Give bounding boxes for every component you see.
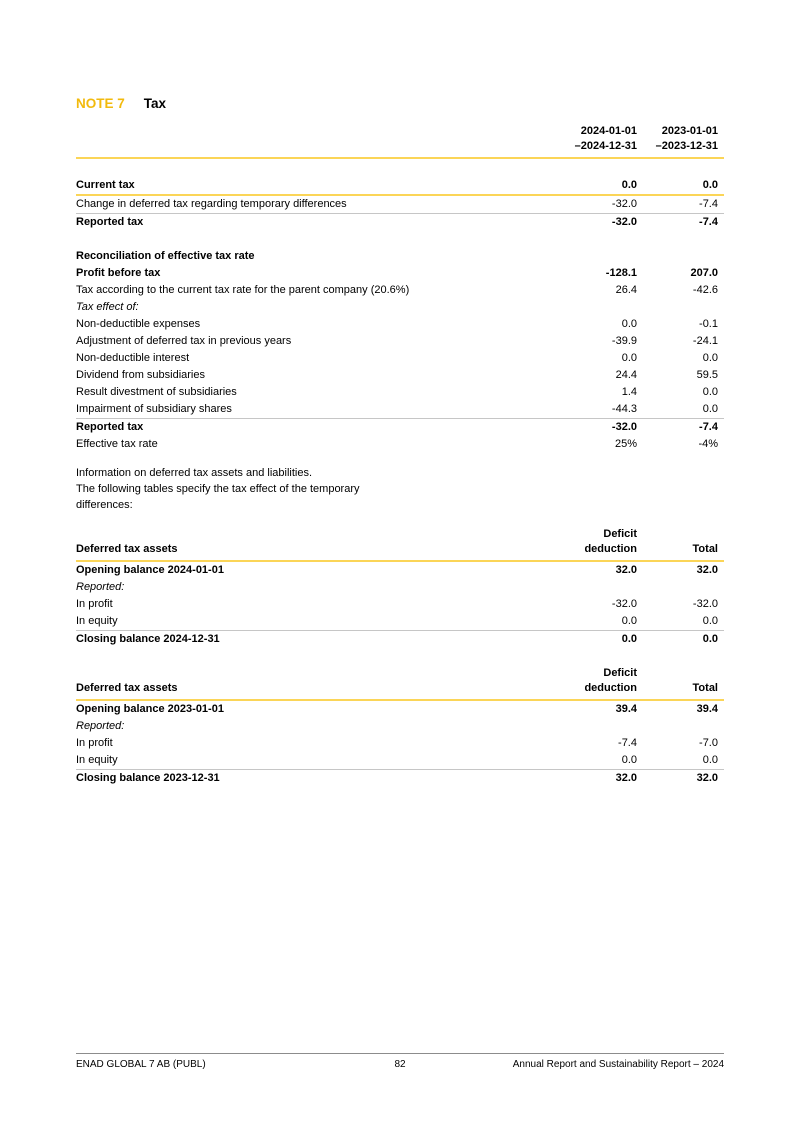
table-row — [76, 265, 724, 282]
row-value-col1: -32.0 — [611, 598, 637, 610]
table-row — [76, 596, 724, 613]
table-row — [76, 701, 724, 718]
table-row — [76, 579, 724, 596]
table-row — [76, 214, 724, 231]
row-value-col1: -32.0 — [611, 421, 637, 433]
header-label — [76, 681, 537, 696]
header-col2 — [643, 124, 724, 154]
note-number: NOTE 7 — [76, 96, 125, 111]
row-value-col1: 0.0 — [621, 352, 637, 364]
row-value-col2: 59.5 — [696, 369, 718, 381]
deferred-tax-assets-2023-table — [76, 666, 724, 787]
row-value-col1: 0.0 — [621, 179, 637, 191]
row-value-col2: -4% — [698, 438, 718, 450]
header-line: Deficit — [603, 667, 637, 679]
row-value-col1: 0.0 — [621, 633, 637, 645]
header-line: 2023-01-01 — [661, 125, 718, 137]
row-label: Reported: — [76, 720, 125, 732]
row-value-col1: -7.4 — [618, 737, 637, 749]
row-label: Effective tax rate — [76, 438, 158, 450]
row-label: Tax according to the current tax rate for the parent company (20.6%) — [76, 284, 410, 296]
header-line: 2024-01-01 — [580, 125, 637, 137]
header-label — [76, 542, 537, 557]
row-label: Current tax — [76, 179, 135, 191]
row-label: Reported tax — [76, 216, 144, 228]
row-label: Closing balance 2023-12-31 — [76, 772, 220, 784]
row-label: Result divestment of subsidiaries — [76, 386, 237, 398]
row-label: In equity — [76, 754, 118, 766]
row-label: Profit before tax — [76, 267, 161, 279]
header-col2 — [643, 681, 724, 696]
row-value-col2: -7.4 — [699, 198, 718, 210]
row-value-col1: -44.3 — [611, 403, 637, 415]
row-value-col2: 207.0 — [690, 267, 718, 279]
table-header-row — [76, 124, 724, 159]
intro-line: differences: — [76, 499, 133, 511]
row-label: Adjustment of deferred tax in previous years — [76, 335, 292, 347]
row-value-col2: -24.1 — [692, 335, 718, 347]
deferred-tax-assets-2024-table — [76, 527, 724, 648]
row-value-col2: 0.0 — [702, 615, 718, 627]
header-line: Deferred tax assets — [76, 682, 178, 694]
row-label: Tax effect of: — [76, 301, 139, 313]
row-label: Dividend from subsidiaries — [76, 369, 205, 381]
intro-paragraph — [76, 465, 724, 513]
row-value-col1: 0.0 — [621, 754, 637, 766]
row-value-col2: -7.4 — [699, 216, 718, 228]
header-line: –2024-12-31 — [574, 140, 637, 152]
row-value-col2: 0.0 — [702, 179, 718, 191]
table-row — [76, 735, 724, 752]
note-title: Tax — [143, 96, 167, 111]
row-label: Opening balance 2023-01-01 — [76, 703, 224, 715]
header-line: Total — [692, 682, 718, 694]
table-row — [76, 299, 724, 316]
row-value-col2: 0.0 — [702, 633, 718, 645]
row-value-col2: -7.4 — [699, 421, 718, 433]
row-value-col1: 0.0 — [621, 318, 637, 330]
table-header-row — [76, 666, 724, 701]
row-value-col2: 32.0 — [696, 564, 718, 576]
header-col1 — [537, 527, 643, 557]
income-tax-table — [76, 124, 724, 231]
row-value-col2: -7.0 — [699, 737, 718, 749]
row-label: Non-deductible interest — [76, 352, 190, 364]
header-col1 — [537, 666, 643, 696]
table-row — [76, 316, 724, 333]
table-row — [76, 248, 724, 265]
row-label: Reported tax — [76, 421, 144, 433]
header-line: –2023-12-31 — [655, 140, 718, 152]
row-value-col1: -32.0 — [611, 216, 637, 228]
row-label: Opening balance 2024-01-01 — [76, 564, 224, 576]
table-row — [76, 718, 724, 735]
table-row — [76, 196, 724, 214]
header-line: Deferred tax assets — [76, 543, 178, 555]
row-value-col1: 25% — [614, 438, 637, 450]
header-line: deduction — [584, 682, 637, 694]
note-heading — [76, 0, 724, 112]
row-label: In profit — [76, 598, 113, 610]
table-row — [76, 419, 724, 436]
row-label: Change in deferred tax regarding temporary differences — [76, 198, 347, 210]
footer-company-name: ENAD GLOBAL 7 AB (PUBL) — [76, 1059, 206, 1070]
header-line: Total — [692, 543, 718, 555]
table-row — [76, 282, 724, 299]
row-label: In profit — [76, 737, 113, 749]
row-value-col2: 0.0 — [702, 352, 718, 364]
row-label: Non-deductible expenses — [76, 318, 201, 330]
table-row — [76, 562, 724, 579]
table-row — [76, 177, 724, 196]
table-row — [76, 384, 724, 401]
table-row — [76, 333, 724, 350]
header-col1 — [537, 124, 643, 154]
row-value-col2: 0.0 — [702, 386, 718, 398]
row-value-col1: -32.0 — [611, 198, 637, 210]
effective-tax-rate-table — [76, 248, 724, 453]
table-row — [76, 367, 724, 384]
table-row — [76, 752, 724, 770]
row-label: In equity — [76, 615, 118, 627]
header-line: deduction — [584, 543, 637, 555]
row-label: Reconciliation of effective tax rate — [76, 250, 255, 262]
table-row — [76, 631, 724, 648]
table-row — [76, 436, 724, 453]
row-value-col2: 0.0 — [702, 754, 718, 766]
row-value-col1: 32.0 — [615, 564, 637, 576]
row-value-col1: 39.4 — [615, 703, 637, 715]
row-label: Impairment of subsidiary shares — [76, 403, 232, 415]
intro-line: Information on deferred tax assets and liabilities. — [76, 467, 313, 479]
row-value-col1: 32.0 — [615, 772, 637, 784]
row-value-col1: -128.1 — [605, 267, 637, 279]
row-value-col2: 32.0 — [696, 772, 718, 784]
row-value-col2: -0.1 — [699, 318, 718, 330]
table-header-row — [76, 527, 724, 562]
row-value-col1: -39.9 — [611, 335, 637, 347]
table-row — [76, 401, 724, 419]
header-col2 — [643, 542, 724, 557]
row-value-col1: 0.0 — [621, 615, 637, 627]
row-value-col1: 24.4 — [615, 369, 637, 381]
row-value-col1: 1.4 — [621, 386, 637, 398]
row-value-col2: 39.4 — [696, 703, 718, 715]
table-gap — [76, 159, 724, 177]
page-footer — [76, 1053, 724, 1071]
intro-line: The following tables specify the tax effect of the temporary — [76, 483, 360, 495]
table-row — [76, 350, 724, 367]
table-row — [76, 613, 724, 631]
row-value-col2: -32.0 — [692, 598, 718, 610]
page-number: 82 — [394, 1059, 406, 1070]
row-label: Closing balance 2024-12-31 — [76, 633, 220, 645]
table-row — [76, 770, 724, 787]
page-content — [76, 0, 724, 787]
row-label: Reported: — [76, 581, 125, 593]
header-line: Deficit — [603, 528, 637, 540]
row-value-col1: 26.4 — [615, 284, 637, 296]
row-value-col2: -42.6 — [692, 284, 718, 296]
row-value-col2: 0.0 — [702, 403, 718, 415]
footer-report-title: Annual Report and Sustainability Report – 2024 — [512, 1059, 724, 1070]
